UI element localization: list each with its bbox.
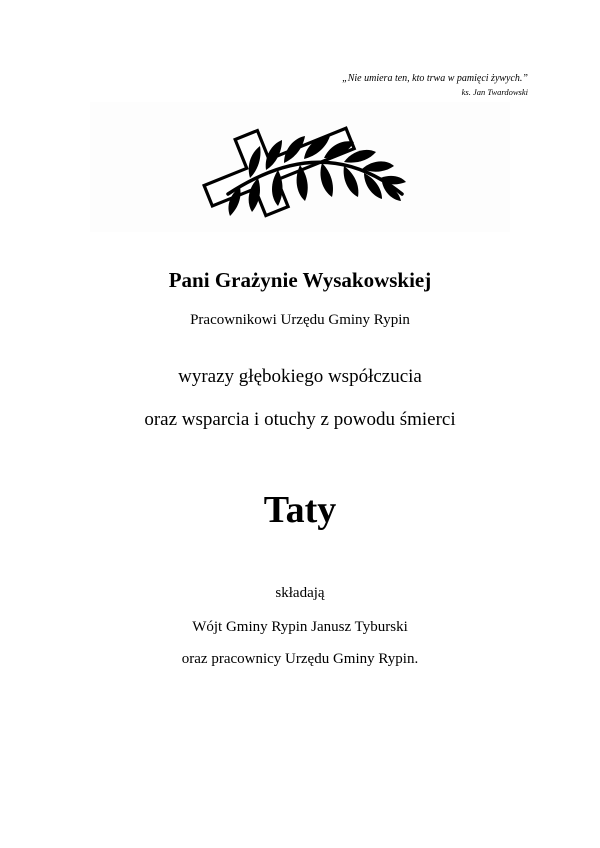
cross-with-palm-branch-icon [90, 102, 510, 232]
message-line-1: wyrazy głębokiego współczucia [178, 366, 422, 387]
sender-line-1: Wójt Gminy Rypin Janusz Tyburski [192, 619, 408, 635]
epigraph-author: ks. Jan Twardowski [461, 87, 528, 97]
message-line-2: oraz wsparcia i otuchy z powodu śmierci [144, 409, 456, 430]
recipient-role: Pracownikowi Urzędu Gminy Rypin [190, 312, 410, 328]
recipient-name: Pani Grażynie Wysakowskiej [168, 268, 432, 292]
epigraph-text: „Nie umiera ten, kto trwa w pamięci żywych.” [342, 73, 528, 84]
deceased-name: Taty [263, 489, 337, 531]
closing-verb: składają [275, 585, 325, 601]
sender-line-2: oraz pracownicy Urzędu Gminy Rypin. [181, 651, 419, 667]
epigraph [342, 72, 528, 98]
